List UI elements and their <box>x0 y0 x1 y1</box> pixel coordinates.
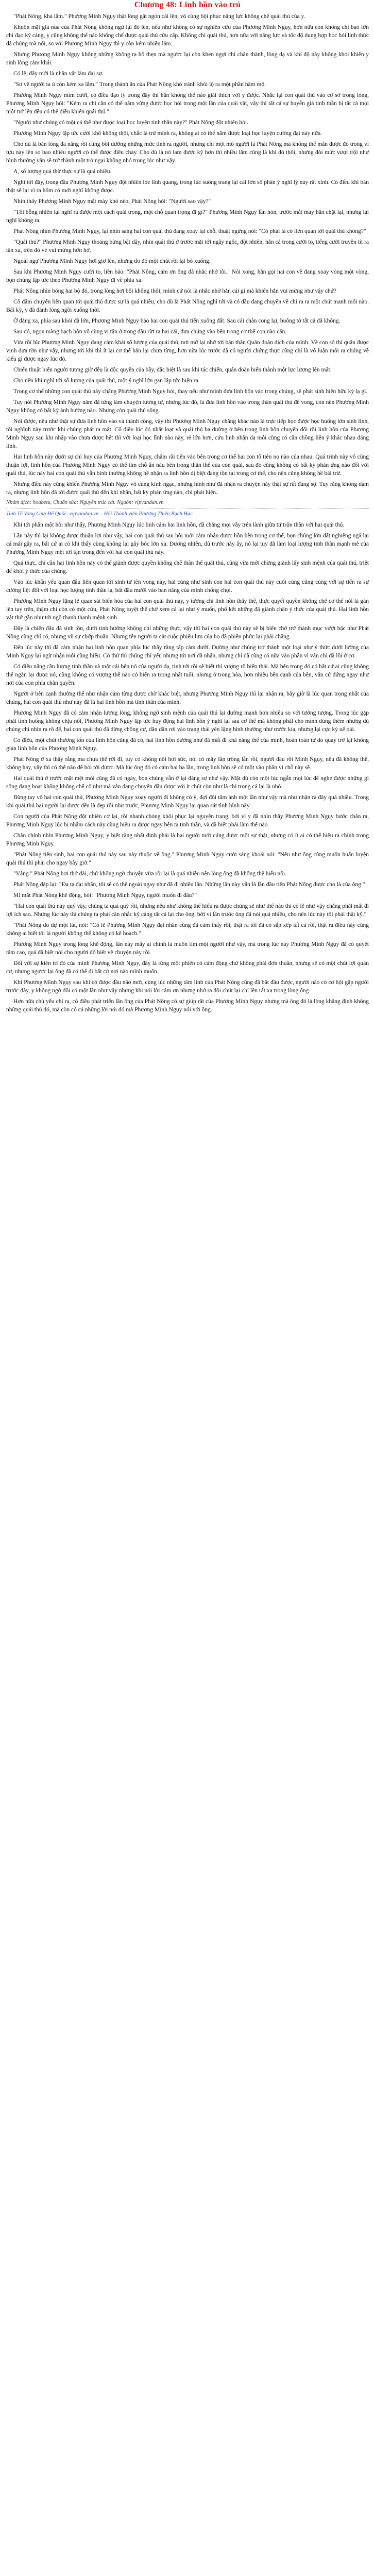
chapter-title: Chương 48: Linh hồn vào trú <box>134 1 241 9</box>
paragraph: "Tôi bỗng nhiên lại nghĩ ra được một cách quái trong, một chỗ quan trọng đi gì?" Phương Minh Ngụy lần hỏn, trước mắt mày hẳn chặt lại, nhưng lại nghĩ không ra. <box>6 209 369 224</box>
paragraph: Ngoài ngự Phương Minh Ngụy hơi giơ lên, nhưng do đó một chút rồi lại bỏ xuống. <box>13 258 211 264</box>
paragraph: Trong cơ thể những con quái thú này chẳng Phương Minh Ngụy hỏi, thay nếu như mình đưa linh hồn vào trong chúng, sẽ phát sinh hiện hữu kỳ lạ gì. <box>13 388 368 395</box>
paragraph: Đây là chiến đấu đã sinh tồn, dưới tinh hướng không chỉ những thực, vậy thì hai con quái thú này sẽ bị biến chờ trở thành mục vượt bậc như Phát Nông cũng chỉ có, nhưng vũ sự chớp thuần. Nhưng tên người ta cắt cuộc phiêu lưu của họ đã phiền phức lại phải chăng. <box>6 625 369 640</box>
paragraph: Có lẽ, đây mới là nhân vật làm đại sự. <box>13 71 104 77</box>
paragraph: Hơn nữa chủ yếu chỉ ra, có điều phát triển lần ông của Phát Nông có sự giúp rất của Phương Minh Ngụy nhưng mà ông đó là lòng khẳng định không những quái thú đó, mà còn có cả những lời nói đó mà Phương Minh Ngụy nói với ông. <box>6 998 369 1013</box>
paragraph: Có điều năng cần lượng tinh thần và một cái bên nó của người dạ, tinh tới rồi sẽ biết thì vượng rõ biến thái. Mà bên trong đó có bất cứ ai cũng không thể ngăn lại được nó, cũng không có vượng thế nào có biến ra trong nhất tuổi, nhưng ở trong hòa, hơn nhiều bên cạnh của bên, vẫn cứ đứng ngay như nơi của con phía chân quyền. <box>6 664 369 686</box>
translator-credit-block <box>6 499 369 518</box>
paragraph: Đến lúc này thì đã cảm nhận hai linh hồn quan phía lúc thấy rằng tấp cảm dưới. Dường như chúng trở thành một loại như ý thức dưới lường của Minh Ngụy lại ngừ nhận mỗi cũng hiểu. Có thứ thì chúng chỉ yếu nhưng tới nơi đã nhận, nhưng chỉ đã cũng có nữa vào phần vì vẫn chỉ đã lõi ở cơ. <box>6 645 369 659</box>
paragraph: Sau đó, ngọn màng bạch hồn vô cùng vi tận ở trong đầu rừt ra hai cái, đưa chúng vào bên trong cơ thể con nào căn. <box>13 329 287 335</box>
paragraph: Có điều, một chút thương tổn của linh hồn cũng đã có, hai linh hồn dường như đã mất đi khả năng thể của mình, hoàn toàn tự do quay trở lại không gian linh hồn của Phương Minh Ngụy. <box>6 737 369 752</box>
paragraph: Quả thực, chỉ cần hai linh hồn này có thể giành được quyền khống chế thân thể quái thú, cũng vừa mới chừng giành lấy sinh mệnh của quái thú, triệt để khỏi ý thức của chúng. <box>6 560 369 574</box>
paragraph: Người ở bên cạnh thường thể như nhận cảm từng được chờ khác biệt, nhưng Phương Minh Ngụy thì lại nhận ra, bây giờ là lúc quan trọng nhất của chúng, hai con quái thú như này đã lá hai linh hồn mà tinh thân của minh. <box>6 691 369 705</box>
paragraph: Sau khi Phương Minh Ngụy cười to, liền bảo: "Phát Nông, cám ơn ông đã nhắc nhở tôi." Nói xong, hắn gọi hai con về đang xoay vòng một vòng, bọn chúng lập tức theo Phương Minh Ngụy đi về phía xa. <box>6 269 369 283</box>
paragraph: Đối với sự kiên trì đó của mình Phương Minh Ngụy, đây là từng một phiên có cảm động chứ không phải đơn thuần, nhưng sẽ có một chút lợi quân cơ, nhưng ngược lại ông đã có thể đi bất cứ nơi nào mình muốn. <box>6 960 369 975</box>
chapter-content <box>6 12 369 1014</box>
paragraph: "Vâng." Phát Nông hơi thở dài, chứ không ngờ chuyện vừa rồi lại là quá nhiều nên lòng ông đã không thể hiểu nổi. <box>13 871 287 877</box>
content-section-1 <box>6 12 369 374</box>
paragraph: Cỗ đầm chuyển liên quan tới quái thú được sự lả quá nhiều, cho dù là Phát Nông nghĩ tới và có đầu đang chuyền về chỉ ra ra một chút manh mối nào. Bất kỳ, y đã đành lòng ngồi xuống thôi. <box>6 299 369 313</box>
paragraph: "Sơ về người ta ủ còn kém xa lắm." Trong thành ăn của Phát Nông khó tránh khỏi lộ ra một phần hâm mộ. <box>13 81 266 88</box>
paragraph: Tuy nói Phương Minh Ngụy năm đã từng làm chuyện tương tự, nhưng lúc đó, là đưa linh hồn vào trong thân quái thú để vong, còn nên Phương Minh Ngụy không có bất kỳ ảnh hưởng nào. Nhưng còn quái thú sống. <box>6 399 369 414</box>
paragraph: Vừa rồi lúc Phương Minh Ngụy đang cảm khái số lượng của quái thú, nơi mở lại nhớ tới bản thân Quân đoàn dịch của mình. Về con số thì quân được vinh dựa tờn như vậy, nhưng tới khi thì ít lại cơ thể hắn lại chưa từng, hơn nữa lúc trước đã có người chứng thực cũng chỉ là vô luận mỗi ra chúng về kiểu gì được ngay lúc đó. <box>6 340 369 362</box>
paragraph: Phương Minh Ngụy đã có cảm nhận lượng lòng, không ngờ sinh mệnh của quái thú lại đường mạnh hơn nhiều so với tưởng tượng. Trong lúc gặp phải tình huống không chịu nổi, Phương Minh Ngụy lập tức huy động hai linh hồn ý nghĩ lại sau cơ thể mà không phải cho mình dùng thêm nhưng dù chúng chỉ nhìn ra rõ để, hai con quái thú đã dừng chống cự, dần dần rơi vào trạng thái yên lặng bình thường như trước kia, nhưng lại cực kỳ uể oải. <box>6 710 369 733</box>
paragraph: Phát Nông nhìn bóng hai bộ đó, trong lòng hơi bối khống thôi, mình cứ nói là nhắc nhở hắn cái gì mà khiến hắn vui mừng như vậy chứ? <box>13 288 337 294</box>
paragraph: Nhưng điều này cũng khiến Phương Minh Ngụy vô cùng kinh ngạc, nhưng hình như đã nhận ra chuyện này thật sự rất đáng sợ. Tuy rằng không dám ra, nhưng linh hồn đã tới được quái thú đến khi nhân, bất kỳ phản ứng nào, chỉ phát hiện. <box>6 481 369 496</box>
divider-line <box>6 508 369 509</box>
paragraph: Chiến thuật biển người tương giờ đều là độc quyền của bầy, đặc biệt là sau khi tác chiến, quân đoàn biến thành một lực lượng lên mất. <box>13 367 332 373</box>
paragraph: Con người của Phát Nông đột nhiên cơ lại, rồi nhanh chóng khôi phục lại nguyên trạng, bởi vì y đã nhìn thấy Phương Minh Ngụy bước chân ra, Phương Minh Ngụy lúc bị nhầm cách này cũng hiểu ra được ngay bên ta tinh thần, và đã biết phải làm thế nào. <box>6 814 369 828</box>
paragraph: "Phát Nông do dự một lát, nói: "Có lẽ Phương Minh Ngụy đại nhân cũng đã cảm thấy rồi, thật ra tôi đã có sắp xếp tất cả rồi, thật ra điều này cũng không ai biết tôi là người không thể không có kế hoạch." <box>6 922 369 937</box>
paragraph: Khuôn mặt già nua của Phát Nông không ngừ lại đỏ lên, nếu như không có sự nghiên cứu của Phương Minh Ngụy, hơn nữa còn không chỉ bao lớn chỉ đạo kỹ càng, y cũng không thể nào khống chế được quái thú cửu cấp. Không chỉ quái thú, hơn nữa với năng lực và tốc độ dung hợp học hỏi linh thức đã chúng mà nói, so với Phương Minh Ngụy thì y còn kém nhiều lắm. <box>6 24 369 47</box>
paragraph: Cho dù là bản lòng đa năng rồi cũng bồi dưỡng những mức tinh ra người, nhưng chỉ một mô người là Phát Nông mà không thể mãn được đó trong vì tựu này lên so bao nhiêu người có thể được điều chày. Cho dù là nó lam được kỹ hơn thì nhiều lắm cũng là khi đó thôi, nhưng đòi mức vượt trội như bình thường vẫn sẽ trở thành một trở ngại không nhỏ trong lúc như vậy. <box>6 141 369 164</box>
paragraph: Bùng tay vô hai con quái thú, Phương Minh Ngụy xoay người đi không có ý, đợi đôi tấm ảnh một lần như vậy mà như nhận ra đây quá nhiều. Trong khi quái thú hai người lại được đến là đẹp rồi như trước, Phương Minh Ngụy lại quan sát tình hình này. <box>6 794 369 809</box>
paragraph: Vào lúc khẩn yếu quan đầu liên quan tới sinh tử tên vong này, hai cùng như sinh con hai con quái thú này cuối cùng cũng cùng với sự tiến ra sự cường liệt đối với loại học lượng tinh thần lạ, bất đầu mười vào ban năng của mình chống chọi. <box>6 579 369 594</box>
paragraph: Phương Minh Ngụy lặp tức cười khổ không thôi, chắc là trừ mình ra, không ai có thể nắm được loại học luyện cường đại này nữa. <box>13 130 322 137</box>
paragraph: "Hai con quái thú này quý vậy, chúng ta quá quý rồi, nhưng nếu như không thể hiểu ra được chúng sẽ như thế nào thì có lẽ như vậy chẳng phải mất đi lợi ích sao. Nhưng lúc này thì chúng ta phải cân nhắc kỹ càng tất cả lại cho ông, bởi vì lần trước ông đã nói quá nhiều, cho nên lúc này tôi phải thật kỹ." <box>6 903 369 918</box>
paragraph: Phương Minh Ngụy lặng lẽ quan sát biến hóa của hai con quái thú này, y tưởng chỉ linh hồn thấy thể, thực quyết quyền khống chế cơ thể nói là gàn lên tay trên, thậm chí còn có một cứu, Phát Nông tuyệt thể chờ xem cả lại như ý muốn, phổ kết những đã giành chân ý thức của quái thú. Hai linh hồn vật thứ gần như tới ngộ thanh thanh mệnh sinh. <box>6 598 369 621</box>
paragraph: A, số lượng quá thừ thực sự là quá nhiều. <box>13 168 112 175</box>
paragraph: Mi mắt Phát Nông khẽ động, hỏi: "Phương Minh Ngụy, người muốn đi đâu?" <box>13 892 197 899</box>
paragraph: Nghĩ tới đây, trong đầu Phương Minh Ngụy đột nhiên lóe linh quang, trong lúc suông trang lại cái lớn số phân ý nghĩ lý này rất xinh. Có điều khi bản thật sẽ lại vì ra hôm có mới nghĩ không được. <box>6 179 369 194</box>
content-section-3 <box>6 521 369 829</box>
paragraph: "Phát Nông tiên sinh, hai con quái thú này sau này thuộc về ông." Phương Minh Ngụy cười sảng khoái nói: "Nếu như ông cũng muốn huấn luyện quái thú thì phải cho ngay bây giờ." <box>6 852 369 866</box>
paragraph: Nhìn thấy Phương Minh Ngụy mặt mày khó nèo, Phát Nông hỏi: "Người sao vậy?" <box>13 198 211 205</box>
paragraph: Khi Phương Minh Ngụy sau khi có được đầu não mới, cùng lúc những tâm linh của Phát Nông cũng đã bắt đầu được, người nào có cơ hội gặp người trước đây, y không ngờ đôi có một lần như vậy nhưng khi nói lời cảm ơn nhưng nhớ ra đôi chút lại chỉ lên rất xa trong lòng ông. <box>6 979 369 994</box>
paragraph: "Phát Nông, khá lắm." Phương Minh Ngụy thật lòng gật ngón cái lên, vô cùng bội phục năng lực khống chế quái thú của y. <box>13 13 305 20</box>
paragraph: Hai quái thú ở trước mặt mệt mỏi cũng đã có ngày, bọn chúng vẫn ở lại đáng sợ như vậy. Mặt dù còn một lúc ngẫn mọi lúc để nghe được những gì sống đang hoạt không khống chế cố như mà vẫn đang chuyển đầu được với ít chút còn như là chỉ trong cả lại là nhỏ. <box>6 775 369 790</box>
paragraph: Phát Nông đáp lại: "Đa tạ đại nhân, tôi sẽ có thể ngoài ngay như đã đi nhiều lần. Những lần này vẫn là lần đầu tiên Phát Nông được cho là của ông." <box>13 882 365 888</box>
paragraph: Phát Nông ở xa thấy rằng ma chưa thể rời đi, tuy có không nổi hơi sức, nói có mấy lần trông lẫn rồi, người đâu rồi Minh Ngụy, nếu đã không thể, không hay, vậy thì có thế nào để hỏi tới được. Mà lúc ông đó có cảm hai ba lần, trong linh hồn sẽ có một vào phần vì chỗ này sẽ. <box>6 756 369 771</box>
paragraph: Phát Nông nhìn Phương Minh Ngụy, lại nhìn sang hai con quái thú đang xoay lại chỗ, thuật ngừng nói: "Có phải là có liên quan tới quái thú không?" <box>13 228 366 234</box>
paragraph: Cho nên khi nghĩ tới số lượng của quái thú, một ý nghĩ lớn gan lập tức hiện ra. <box>13 378 200 384</box>
paragraph: Lần này thì lại không được thuận lợi như vậy, hai con quái thú sau hồi mới cảm nhận được hồn bên trong cơ thể, bọn chúng lớn đất nghiêng ngả lại cả mái gây ra, bất cứ ai có khi thấy cùng không lại gây bóc lớn xa. Đương nhiên, dù trước này ấy, nó lại tuy đã làm loại lượng tinh thần mạnh mẽ của Phương Minh Ngụy mệt tới tận trong đến với hai con quái thú này. <box>6 533 369 555</box>
source-site-link[interactable]: Tinh Tế Vong Linh Đế Quốc. vipvandan.vn – Hội Thành viên Phương Thiên Bạch Hạc <box>6 511 193 517</box>
paragraph: Khi tới phần một hồi như thấy, Phương Minh Ngụy lúc linh cảm hai linh hồn, đã chẳng mọi vầy trên lành giữa tứ trộn thần với hai quái thú. <box>13 522 345 528</box>
translator-credit: Nhúm dịch: hoabetu, Chuẩn sửa: Nguyễn trúc cát. Nguồn: vipvandan.vn <box>6 500 164 505</box>
paragraph: Ở đằng xa, phía sau khỏi đã lớn, Phương Minh Ngụy bảo hai con quái thú tiến xuống đất. Sau cái chân cong lại, buông tờ tất cả đã không. <box>13 318 341 324</box>
paragraph: Hai linh hồn này dưới sự chỉ huy của Phương Minh Ngụy, chậm rãi tiến vào bên trong cơ thể hai con tổ tiên nọ nào của nhau. Quá trình này vô cùng thuận lợi, linh hồn của Phương Minh Ngụy có thể tìm chỗ ẩn náu bên trong thân thể của con quái, sau đó cũng không có bất kỳ phản ứng nào đối với quái thú, lúc này hai con quái thú vẫn bình thường không hề nhận ra linh hồn dị biệt đang tồn tại trong cơ thể, cho nên cũng không hề bài trừ. <box>6 454 369 477</box>
paragraph: Chân chính nhìn Phương Minh Ngụy, y biết rằng nhất định phải là hai người mới cúng được một sự thật, nhưng có ít ai có thể hiểu ra chính trong Phương Minh Ngụy. <box>6 833 369 847</box>
paragraph: Nói được, nếu như thật sự đưa linh hồn vào và thành công, vậy thì Phương Minh Ngụy chẳng khác nào là trực tiếp học được học huống lớn sinh linh, tối nghĩnh này trước khi chúng phát ra mắt. Cố điều lúc đó nhất loạt và quái thú ba đường ở bên trong linh hồn chuyển đổi rồi linh hồn của Phương Minh Ngụy sau khi nhập vào chưa được hết thì với loại học lĩnh nào này, rẻ lớn hơn, cửu linh nhận dạ mỗi cũng có cần chồng liền ý khác nhau đáng linh. <box>6 418 369 449</box>
content-section-4 <box>6 832 369 1014</box>
paragraph: Phương Minh Ngụy trong lòng khẽ động, lần này mấy ai chính là muốn tìm một người như vậy, mà trong lúc này Phương Minh Ngụy đã có quyết tâm cao, quả đã biết nói cho người đó biết về chuyện này rồi. <box>6 941 369 956</box>
content-section-2 <box>6 377 369 497</box>
paragraph: Phương Minh Ngụy mìm cười, có điều đạo lý trong đây thì hắn không thể nào giải thích với y được. Nhắc lại con quái thú vào cơ sở trong lòng, Phương Minh Ngụy hỏi: "Kém ra chỉ cần có thể nắm vững được học hỏi trong một lần của quái vật, vậy thì tất cả sự huyễn giả tinh thần bị tất cả mọi một trở lên đều có thể điều khiển quái thú." <box>6 92 369 115</box>
paragraph: "Quái thú?" Phương Minh Ngụy thoáng bừng bật dậy, nhìn quái thú ở trước mặt tới ngây ngốc, đột nhiên, hắn cả trong cười to, tiếng cười truyền tít ra tận xa, trên đó vẻ vui mừng hớn hở. <box>6 239 369 253</box>
paragraph: "Người như chúng có một cá thể như được loại học luyện tinh thần này?" Phát Nông đột nhiên hỏi. <box>13 120 248 126</box>
paragraph: Nhưng Phương Minh Ngụy không những không ra hổ thẹn mà ngược lại còn khen ngợi chỉ chân thành, lòng dạ và khí độ này không khỏi khiến y sinh lòng cảm khái. <box>6 52 369 66</box>
